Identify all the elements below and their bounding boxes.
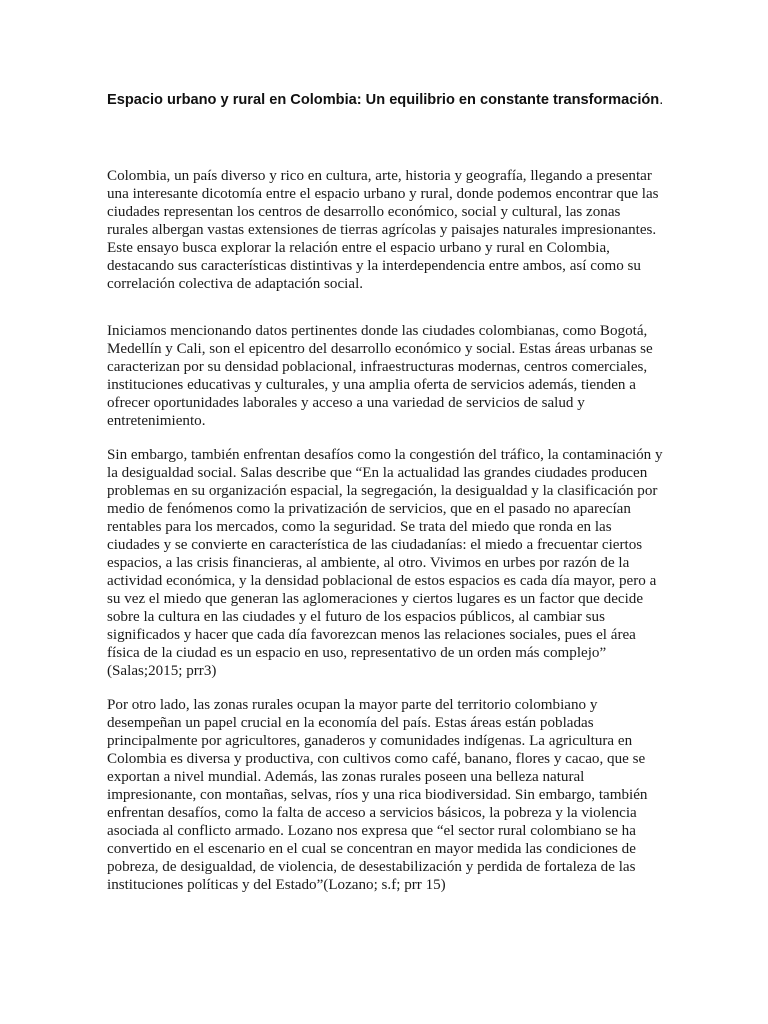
paragraph-urban-challenges: Sin embargo, también enfrentan desafíos como la congestión del tráfico, la contaminación y la desigualdad social. Salas describe que “En la actualidad las grandes ciudades producen problemas en su organización espacial, la segregación, la desigualdad y la clasificación por medio de fenómenos como la privatización de servicios, que en el pasado no aparecían rentables para los mercados, como la seguridad. Se trata del miedo que ronda en las ciudades y se convierte en característica de las ciudadanías: el miedo a frecuentar ciertos espacios, a las crisis financieras, al ambiente, al otro. Vivimos en urbes por razón de la actividad económica, y la densidad poblacional de estos espacios es cada día mayor, pero a su vez el miedo que generan las aglomeraciones y ciertos lugares es un factor que decide sobre la cultura en las ciudades y el futuro de los espacios públicos, al cambiar sus significados y hacer que cada día favorezcan menos las relaciones sociales, pues el área física de la ciudad es un espacio en uso, representativo de un orden más complejo” (Salas;2015; prr3)	[107, 447, 663, 679]
paragraph-rural-zones: Por otro lado, las zonas rurales ocupan la mayor parte del territorio colombiano y desempeñan un papel crucial en la economía del país. Estas áreas están pobladas principalmente por agricultores, ganaderos y comunidades indígenas. La agricultura en Colombia es diversa y productiva, con cultivos como café, banano, flores y cacao, que se exportan a nivel mundial. Además, las zonas rurales poseen una belleza natural impresionante, con montañas, selvas, ríos y una rica biodiversidad. Sin embargo, también enfrentan desafíos, como la falta de acceso a servicios básicos, la pobreza y la violencia asociada al conflicto armado. Lozano nos expresa que “el sector rural colombiano se ha convertido en el escenario en el cual se concentran en mayor medida las condiciones de pobreza, de desigualdad, de violencia, de desestabilización y perdida de fortaleza de las instituciones políticas y del Estado”(Lozano; s.f; prr 15)	[107, 697, 648, 893]
paragraph-introduction: Colombia, un país diverso y rico en cultura, arte, historia y geografía, llegando a presentar una interesante dicotomía entre el espacio urbano y rural, donde podemos encontrar que las ciudades representan los centros de desarrollo económico, social y cultural, las zonas rurales albergan vastas extensiones de tierras agrícolas y paisajes naturales impresionantes. Este ensayo busca explorar la relación entre el espacio urbano y rural en Colombia, destacando sus características distintivas y la interdependencia entre ambos, así como su correlación colectiva de adaptación social.	[107, 168, 659, 292]
document-title	[107, 91, 667, 109]
paragraph-urban-cities: Iniciamos mencionando datos pertinentes donde las ciudades colombianas, como Bogotá, Medellín y Cali, son el epicentro del desarrollo económico y social. Estas áreas urbanas se caracterizan por su densidad poblacional, infraestructuras modernas, centros comerciales, instituciones educativas y culturales, y una amplia oferta de servicios además, tienden a ofrecer oportunidades laborales y acceso a una variedad de servicios de salud y entretenimiento.	[107, 323, 653, 429]
title-text: Espacio urbano y rural en Colombia: Un equilibrio en constante transformación	[107, 92, 660, 108]
title-period: .	[659, 92, 664, 108]
